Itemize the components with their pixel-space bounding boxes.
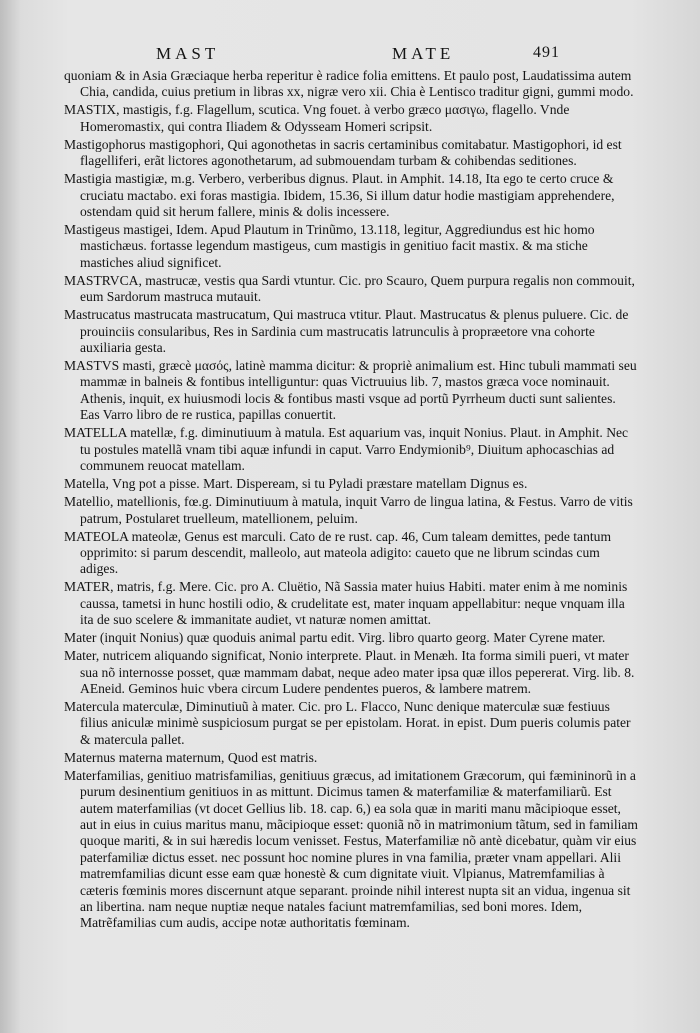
entry-mastix: MASTIX, mastigis, f.g. Flagellum, scutica. Vng fouet. à verbo græco μασιγω, flagello. Vnde Homeromastix, qui contra Iliadem & Odysseam Homeri scripsit. — [64, 102, 570, 134]
entry-mastrucatus: Mastrucatus mastrucata mastrucatum, Qui mastruca vtitur. Plaut. Mastrucatus & plenus puluere. Cic. de prouinciis consularibus, Res in Sardinia cum mastrucatis latrunculis à propræetore vna cohorte auxiliaria gesta. — [64, 307, 629, 356]
header-left-word: MAST — [156, 44, 220, 63]
entry-matella-pot: Matella, Vng pot a pisse. Mart. Dispeream, si tu Pyladi præstare matellam Dignus es. — [64, 476, 528, 492]
entry-continuation: quoniam & in Asia Græciaque herba reperitur è radice folia emittens. Et paulo post, Laudatissima autem Chia, candida, cuius pretium in libras xx, nigræ vero xii. Chia è Lentisco traditur gigni, gummi modo. — [64, 68, 634, 100]
header-middle-word: MATE — [392, 44, 455, 63]
entry-mater-nutricem: Mater, nutricem aliquando significat, Nonio interprete. Plaut. in Menæh. Ita forma simili pueri, vt mater sua nõ internosse posset, quæ mammam dabat, neque adeo mater ipsa quæ illos pepererat. Virg. lib. 8. AEneid. Geminos huic vbera circum Ludere pendentes pueros, & lambere matrem. — [64, 648, 635, 696]
entry-mateola: MATEOLA mateolæ, Genus est marculi. Cato de re rust. cap. 46, Cum taleam demittes, pede tantum opprimito: si parum descendit, malleolo, aut mateola adigito: caueto que ne librum scindas cum adiges. — [64, 528, 612, 577]
page-number: 491 — [533, 44, 560, 61]
entry-mastruca: MASTRVCA, mastrucæ, vestis qua Sardi vtuntur. Cic. pro Scauro, Quem purpura regalis non commouit, eum Sardorum mastruca mutauit. — [64, 272, 635, 305]
entry-maternus: Maternus materna maternum, Quod est matris. — [64, 749, 318, 765]
entry-mater-nonius: Mater (inquit Nonius) quæ quoduis animal partu edit. Virg. libro quarto georg. Mater Cyrene mater. — [64, 630, 606, 646]
entry-mastigeus: Mastigeus mastigei, Idem. Apud Plautum in Trinũmo, 13.118, legitur, Aggrediundus est hic homo mastichæus. fortasse legendum mastigeus, cum mastigis in genitiuo facit mastix. & ma stiche mastiches aliud significet. — [64, 222, 595, 270]
entry-mastigophorus: Mastigophorus mastigophori, Qui agonothetas in sacris certaminibus comitabatur. Mastigophori, id est flagelliferi, erãt lictores agonothetarum, ad submouendam turbam & cohibendas seditiones. — [64, 136, 622, 169]
entry-mastus: MASTVS masti, græcè μασός, latinè mamma dicitur: & propriè animalium est. Hinc tubuli mammati seu mammæ in balneis & fontibus intelliguntur: quas Victruuius lib. 7, mastos græca voce nominauit. Athenis, inquit, ex huiusmodi locis & fontibus masti vsque ad portũ Pyrrheum ducti sunt salientes. Eas Varro libro de re rustica, papillas conuertit. — [64, 358, 637, 423]
entry-matellio: Matellio, matellionis, fœ.g. Diminutiuum à matula, inquit Varro de lingua latina, & Festus. Varro de vitis patrum, Postularet truelleum, matellionem, peluim. — [64, 494, 633, 526]
dictionary-text — [64, 68, 638, 933]
entry-mater: MATER, matris, f.g. Mere. Cic. pro A. Cluëtio, Nã Sassia mater huius Habiti. mater enim à me nominis caussa, tametsi in hunc hostili odio, & crudelitate est, mater inquam appellabitur: neque vnquam illa ita de suo scelere & immanitate audiet, vt naturæ nomen amittat. — [64, 579, 628, 628]
entry-matercula: Matercula materculæ, Diminutiuũ à mater. Cic. pro L. Flacco, Nunc denique materculæ suæ festiuus filius aniculæ minimè suspiciosum purgat se per epistolam. Horat. in epist. Dum pueris columis pater & matercula pallet. — [64, 698, 631, 747]
entry-mastigia: Mastigia mastigiæ, m.g. Verbero, verberibus dignus. Plaut. in Amphit. 14.18, Ita ego te certo cruce & cruciatu mactabo. exi foras mastigia. Ibidem, 15.36, Si illum datur hodie mastigiam apprehendere, ostendam quid sit herum fallere, minis & dolis incessere. — [64, 171, 615, 220]
running-header — [0, 44, 700, 68]
entry-matella: MATELLA matellæ, f.g. diminutiuum à matula. Est aquarium vas, inquit Nonius. Plaut. in Amphit. Nec tu postules matellã vnam tibi aquæ infundi in caput. Varro Endymionib⁹, Diuitum aphocaschias ad communem reuocat matellam. — [64, 425, 629, 474]
entry-materfamilias: Materfamilias, genitiuo matrisfamilias, genitiuus græcus, ad imitationem Græcorum, qui fæmininorũ in a purum desinentium genitiuos in as mittunt. Dicimus tamen & materfamiliæ & materfamiliarũ. Est autem materfamilias (vt docet Gellius lib. 18. cap. 6,) ea sola quæ in mariti manu mãcipioque esset, aut in eius in cuius maritus manu, mãcipioque esset: quoniã nõ in matrimonium tãtum, sed in familiam quoque mariti, & in sui hæredis locum venisset. Festus, Materfamiliæ nõ antè dicebatur, quàm vir eius paterfamiliæ dictus esset. nec possunt hoc nomine plures in vna familia, præter vnam appellari. Alii matremfamilias dicunt esse eam quæ honestè & cum dignitate viuit. Vlpianus, Matremfamilias à cæteris fœminis mores discernunt atque separant. proinde nihil interest nupta sit an vidua, ingenua sit an libertina. nam neque nuptiæ neque natales faciunt matremfamilias, sed boni mores. Idem, Matrẽfamilias cum audis, accipe notæ authoritatis fœminam. — [64, 767, 639, 931]
